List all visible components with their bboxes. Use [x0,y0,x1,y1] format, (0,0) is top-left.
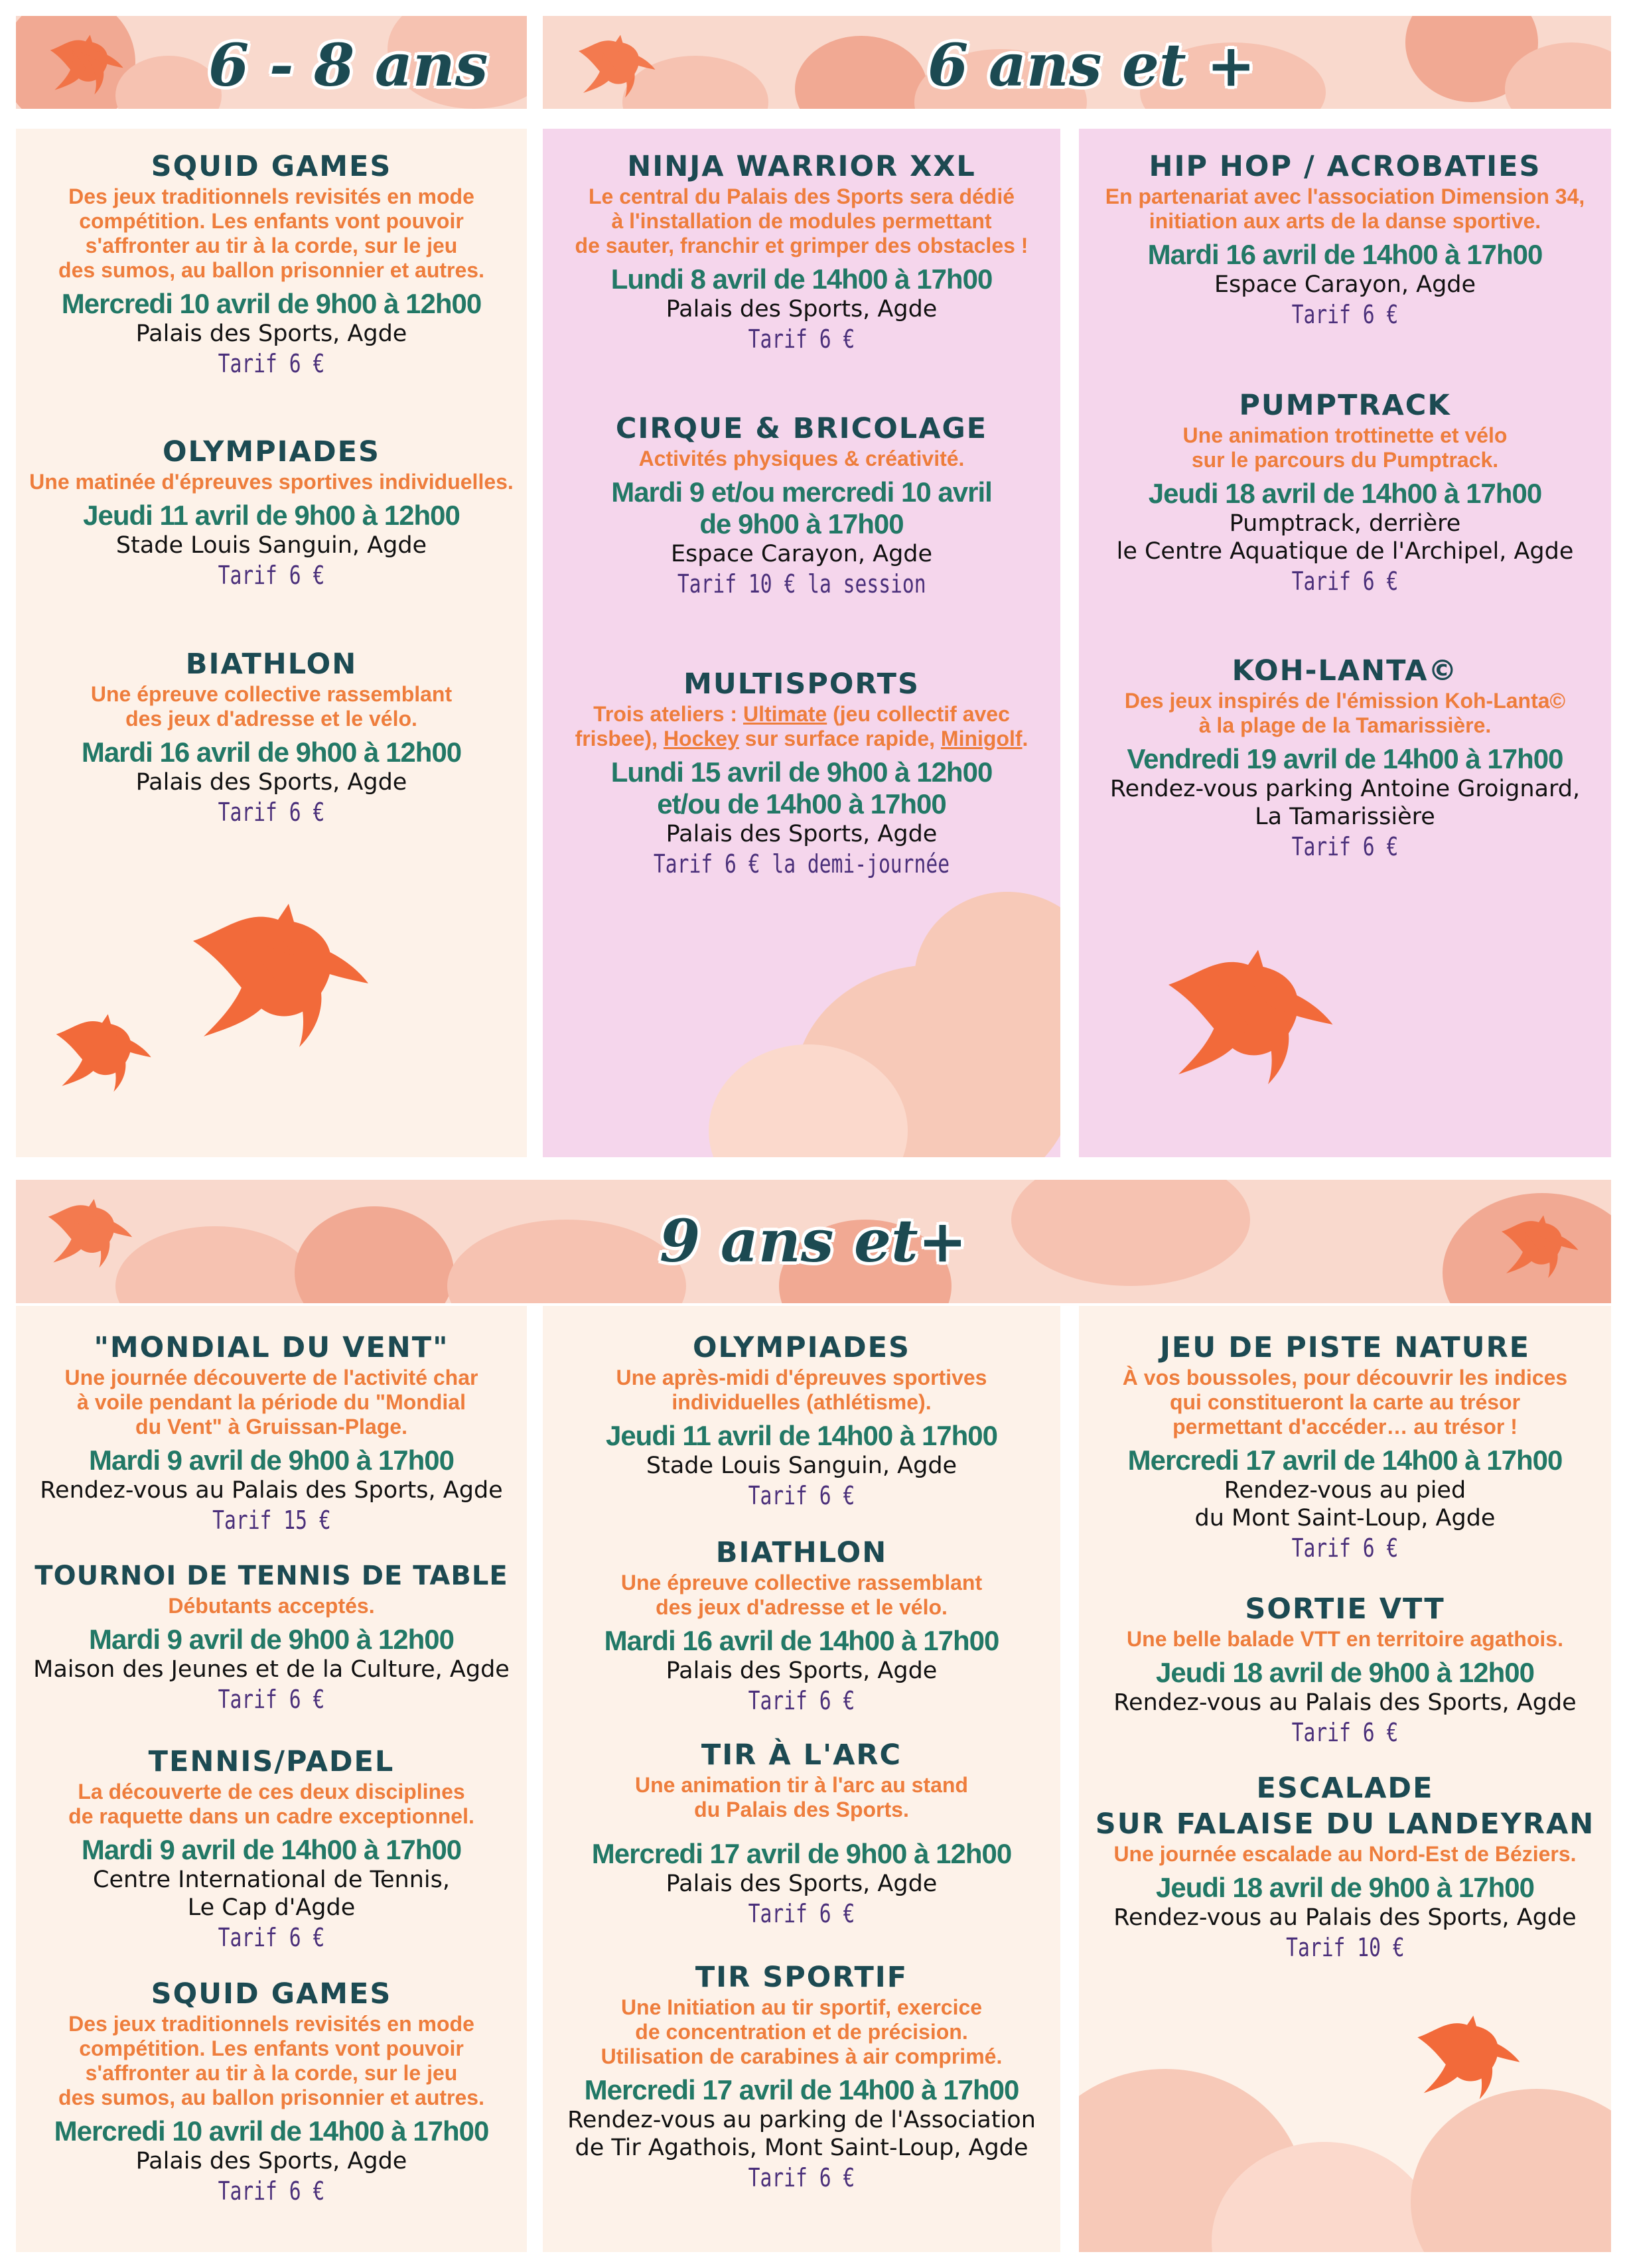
event-sortie-vtt [1079,1591,1611,1748]
event-title: OLYMPIADES [162,435,380,468]
banner-6-plus [543,16,1611,109]
event-description: La découverte de ces deux disciplines de raquette dans un cadre exceptionnel. [68,1780,474,1828]
event-mondial-du-vent [16,1330,527,1536]
bird-icon [573,33,659,102]
event-description: En partenariat avec l'association Dimension 34, initiation aux arts de la danse sportive. [1105,184,1585,233]
event-date: Lundi 15 avril de 9h00 à 12h00 et/ou de 14h00 à 17h00 [610,756,993,819]
event-description: Débutants acceptés. [168,1594,375,1618]
event-description: Des jeux inspirés de l'émission Koh-Lanta© à la plage de la Tamarissière. [1124,689,1566,737]
event-olympiades [16,434,527,591]
event-ninja-warrior [543,149,1060,355]
event-place: Palais des Sports, Agde [135,320,407,347]
bird-icon [182,898,374,1058]
event-place: Rendez-vous au parking de l'Association de Tir Agathois, Mont Saint-Loup, Agde [567,2107,1036,2161]
event-place: Rendez-vous au pied du Mont Saint-Loup, Agde [1194,1477,1496,1531]
event-date: Jeudi 11 avril de 14h00 à 17h00 [605,1420,998,1451]
event-description: Une journée escalade au Nord-Est de Béziers. [1113,1842,1577,1866]
event-biathlon-9 [543,1535,1060,1717]
event-place: Palais des Sports, Agde [666,296,938,322]
banner-9-plus [16,1180,1611,1303]
event-price: Tarif 6 € [748,1899,855,1928]
event-title: "MONDIAL DU VENT" [94,1331,449,1364]
event-place: Maison des Jeunes et de la Culture, Agde [33,1656,510,1683]
event-description: Une épreuve collective rassemblant des jeux d'adresse et le vélo. [90,682,453,731]
event-price: Tarif 6 € [1291,1533,1399,1563]
panel-6-plus-a [543,129,1060,1157]
event-place: Stade Louis Sanguin, Agde [115,532,427,559]
event-place: Rendez-vous au Palais des Sports, Agde [40,1477,503,1504]
event-date: Jeudi 18 avril de 14h00 à 17h00 [1148,478,1542,509]
event-description: Des jeux traditionnels revisités en mode compétition. Les enfants vont pouvoir s'affronter au tir à la corde, sur le jeu des sumos, au ballon prisonnier et autres. [58,184,484,282]
event-description: Le central du Palais des Sports sera dédié à l'installation de modules permettant de sauter, franchir et grimper des obstacles ! [575,184,1028,257]
event-escalade [1079,1770,1611,1963]
event-place: Palais des Sports, Agde [666,1871,938,1897]
event-multisports [543,666,1060,880]
event-price: Tarif 6 € [218,1923,325,1952]
event-title: MULTISPORTS [683,668,920,701]
event-price: Tarif 6 € [218,349,325,378]
event-price: Tarif 6 € [218,798,325,827]
event-date: Vendredi 19 avril de 14h00 à 17h00 [1127,743,1563,774]
event-koh-lanta [1079,653,1611,863]
event-description: Une matinée d'épreuves sportives individuelles. [29,470,514,494]
event-olympiades-9 [543,1330,1060,1512]
event-biathlon [16,646,527,828]
event-price: Tarif 15 € [212,1506,331,1535]
event-title: JEU DE PISTE NATURE [1159,1331,1531,1364]
banner-6-8 [16,16,527,109]
event-place: Palais des Sports, Agde [666,1658,938,1684]
event-description: Activités physiques & créativité. [638,447,965,470]
event-place: Rendez-vous au Palais des Sports, Agde [1113,1689,1577,1716]
bird-icon [46,33,125,99]
event-date: Mercredi 10 avril de 9h00 à 12h00 [61,288,482,319]
event-tir-sportif [543,1959,1060,2194]
event-date: Jeudi 18 avril de 9h00 à 17h00 [1155,1872,1535,1903]
event-price: Tarif 6 € [748,2163,855,2192]
bird-icon [49,1011,155,1098]
panel-9-plus-a [16,1306,527,2252]
event-title: SQUID GAMES [151,150,392,183]
event-cirque-bricolage [543,411,1060,600]
event-price: Tarif 6 € [218,2176,325,2206]
event-title: CIRQUE & BRICOLAGE [615,412,988,445]
banner-title-6-8: 6 - 8 ans [208,31,488,100]
event-date: Mardi 16 avril de 14h00 à 17h00 [604,1625,999,1656]
event-title: OLYMPIADES [692,1331,910,1364]
event-pumptrack [1079,388,1611,597]
event-description: Une belle balade VTT en territoire agathois. [1127,1627,1563,1651]
event-description: Une épreuve collective rassemblant des jeux d'adresse et le vélo. [620,1571,983,1619]
event-hip-hop [1079,149,1611,330]
event-place: Pumptrack, derrière le Centre Aquatique de l'Archipel, Agde [1116,510,1574,565]
event-tennis-de-table [16,1558,527,1715]
panel-9-plus-b [543,1306,1060,2252]
event-price: Tarif 6 € [748,1481,855,1510]
event-place: Palais des Sports, Agde [135,2148,407,2174]
event-date: Mercredi 17 avril de 9h00 à 12h00 [591,1838,1012,1869]
event-price: Tarif 10 € [1285,1933,1405,1962]
event-description: À vos boussoles, pour découvrir les indices qui constitueront la carte au trésor permettant d'accéder… au trésor ! [1122,1366,1568,1439]
event-date: Mardi 9 avril de 14h00 à 17h00 [81,1834,462,1865]
event-date: Jeudi 11 avril de 9h00 à 12h00 [83,500,460,531]
bird-icon [1411,2013,1523,2105]
event-place: Rendez-vous parking Antoine Groignard, La Tamarissière [1109,776,1581,830]
event-description: Une journée découverte de l'activité char à voile pendant la période du "Mondial du Vent" à Gruissan-Plage. [64,1366,478,1439]
event-date: Lundi 8 avril de 14h00 à 17h00 [610,263,993,295]
event-price: Tarif 6 € [748,1686,855,1715]
event-price: Tarif 6 € la demi-journée [653,849,950,879]
event-description: Une animation trottinette et vélo sur le parcours du Pumptrack. [1182,423,1508,472]
event-place: Centre International de Tennis, Le Cap d'Agde [93,1867,450,1921]
event-description: Une après-midi d'épreuves sportives individuelles (athlétisme). [616,1366,987,1414]
bird-icon [1496,1213,1582,1283]
banner-title-9-plus: 9 ans et+ [660,1206,967,1275]
event-title: TENNIS/PADEL [148,1745,395,1778]
panel-9-plus-c [1079,1306,1611,2252]
event-title: NINJA WARRIOR XXL [627,150,976,183]
event-title: BIATHLON [715,1536,888,1569]
event-title: ESCALADE SUR FALAISE DU LANDEYRAN [1095,1772,1595,1841]
event-price: Tarif 6 € [1291,567,1399,596]
event-price: Tarif 6 € [218,1685,325,1714]
event-place: Espace Carayon, Agde [1214,271,1476,298]
event-date: Mardi 16 avril de 14h00 à 17h00 [1147,239,1543,270]
event-price: Tarif 10 € la session [677,569,926,599]
event-place: Espace Carayon, Agde [670,541,933,567]
event-tir-a-l-arc [543,1737,1060,1930]
event-title: TIR SPORTIF [695,1961,908,1994]
event-date: Mardi 9 et/ou mercredi 10 avril de 9h00 à 17h00 [611,476,992,539]
event-description: Des jeux traditionnels revisités en mode compétition. Les enfants vont pouvoir s'affronter au tir à la corde, sur le jeu des sumos, au ballon prisonnier et autres. [58,2012,484,2109]
event-squid-games [16,149,527,380]
event-title: SORTIE VTT [1245,1593,1445,1626]
event-date: Mardi 9 avril de 9h00 à 12h00 [89,1624,454,1655]
event-title: TIR À L'ARC [701,1738,902,1772]
event-description: Une Initiation au tir sportif, exercice de concentration et de précision. Utilisation de carabines à air comprimé. [601,1995,1003,2068]
event-squid-games-9 [16,1976,527,2207]
event-title: KOH-LANTA© [1232,654,1458,687]
event-title: TOURNOI DE TENNIS DE TABLE [35,1561,508,1591]
panel-6-8 [16,129,527,1157]
event-price: Tarif 6 € [1291,832,1399,861]
event-date: Jeudi 18 avril de 9h00 à 12h00 [1155,1657,1535,1688]
panel-6-plus-b [1079,129,1611,1157]
event-jeu-de-piste [1079,1330,1611,1564]
event-price: Tarif 6 € [748,324,855,354]
event-price: Tarif 6 € [218,561,325,590]
event-title: HIP HOP / ACROBATIES [1149,150,1541,183]
event-title: SQUID GAMES [151,1977,392,2011]
banner-title-6-plus: 6 ans et + [928,31,1256,100]
event-price: Tarif 6 € [1291,300,1399,329]
event-title: BIATHLON [185,648,358,681]
event-price: Tarif 6 € [1291,1718,1399,1747]
event-description: Une animation tir à l'arc au stand du Palais des Sports. [635,1773,968,1821]
event-date: Mercredi 17 avril de 14h00 à 17h00 [1127,1445,1563,1476]
event-date: Mercredi 17 avril de 14h00 à 17h00 [584,2074,1019,2105]
event-date: Mardi 9 avril de 9h00 à 17h00 [89,1445,454,1476]
bird-icon [42,1196,135,1273]
event-place: Rendez-vous au Palais des Sports, Agde [1113,1904,1577,1931]
bird-icon [1159,945,1338,1094]
event-tennis-padel [16,1744,527,1953]
event-date: Mardi 16 avril de 9h00 à 12h00 [81,737,462,768]
event-description: Trois ateliers : Ultimate (jeu collectif avec frisbee), Hockey sur surface rapide, Minigolf. [575,702,1028,750]
event-place: Palais des Sports, Agde [666,821,938,847]
event-place: Palais des Sports, Agde [135,769,407,796]
event-title: PUMPTRACK [1239,389,1451,422]
event-date: Mercredi 10 avril de 14h00 à 17h00 [54,2115,489,2147]
event-place: Stade Louis Sanguin, Agde [646,1453,957,1479]
